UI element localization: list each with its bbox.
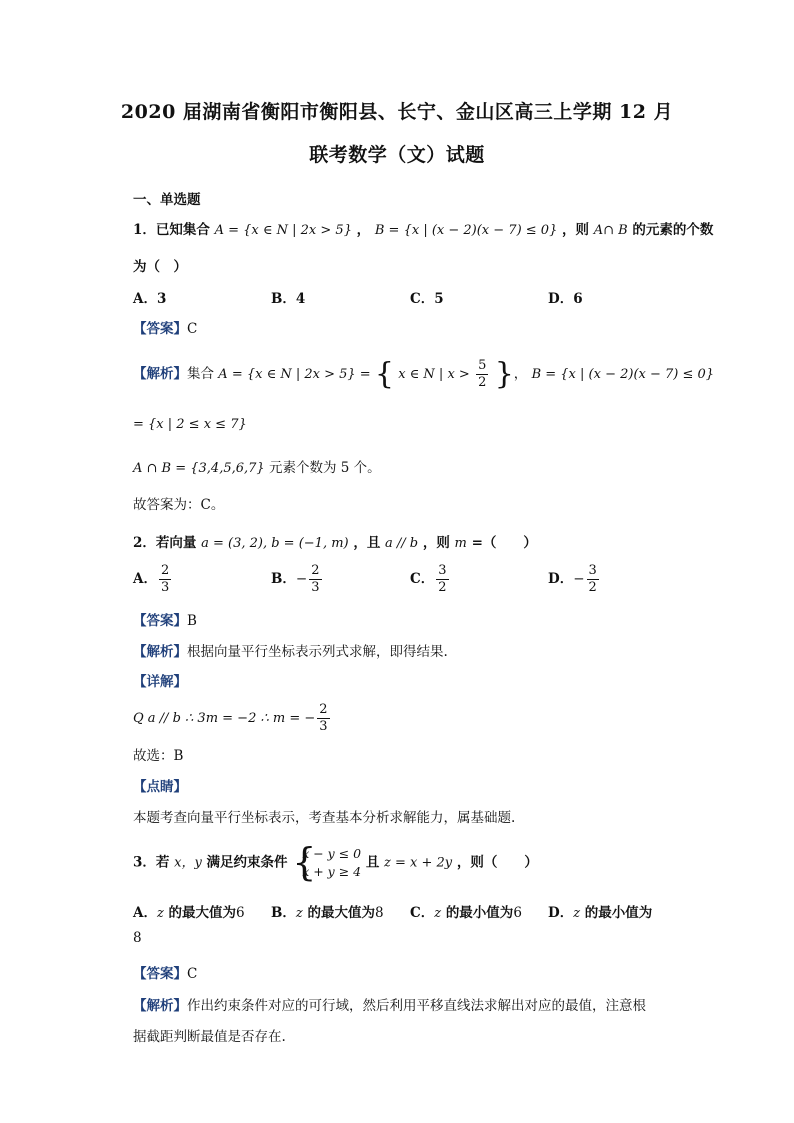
q3-option-a-letter: A． — [133, 905, 157, 921]
q2-option-a-num: 2 — [160, 563, 170, 578]
q2-option-a — [133, 563, 173, 596]
q3-option-a — [133, 901, 245, 921]
q2-option-d-sign: − — [573, 571, 585, 587]
q1-option-c: C．5 — [410, 291, 444, 307]
q2-answer-label: 【答案】 — [133, 613, 187, 629]
q2-detail — [133, 702, 332, 735]
q2-option-c-frac — [436, 563, 448, 596]
q3-option-b-letter: B． — [271, 905, 296, 921]
q3-analysis-text-1: 作出约束条件对应的可行域，然后利用平移直线法求解出对应的最值，注意根 — [187, 998, 646, 1014]
q1-stem-wrap: 为（ ） — [133, 259, 187, 275]
q3-option-a-val: 6 — [236, 905, 245, 921]
q2-stem-lead: 2．若向量 — [133, 535, 197, 551]
q3-option-d-z: z — [573, 906, 581, 921]
q1-conclusion: 故答案为：C。 — [133, 497, 225, 513]
q2-var: m — [454, 536, 467, 551]
q2-comment: 本题考查向量平行坐标表示，考查基本分析求解能力，属基础题. — [133, 810, 516, 826]
q1-right-brace: } — [494, 356, 514, 392]
q2-option-c — [410, 563, 451, 596]
q3-option-a-z: z — [156, 906, 164, 921]
q2-analysis-text: 根据向量平行坐标表示列式求解，即得结果. — [187, 644, 448, 660]
q1-analysis-line-2: = {x | 2 ≤ x ≤ 7} — [133, 417, 247, 432]
q2-option-a-den: 3 — [160, 580, 170, 595]
exam-title-line-2: 联考数学（文）试题 — [309, 144, 485, 166]
q3-analysis-line-2: 据截距判断最值是否存在. — [133, 1029, 286, 1045]
q2-option-b-den: 3 — [311, 580, 320, 595]
q3-analysis — [133, 994, 646, 1014]
q1-analysis: 【解析】集合 A = {x ∈ N | 2x > 5} = { x ∈ N | x > $\frac{5}{2}$ }， B = {x | (x − 2)(x − 7) ≤ 0} — [133, 356, 715, 392]
q2-choice: 故选：B — [133, 748, 184, 764]
q3-answer — [133, 962, 197, 982]
q3-option-b-text: 的最大值为 — [307, 905, 375, 921]
q2-comment-label: 【点睛】 — [133, 779, 187, 795]
q1-answer-value: C — [187, 321, 198, 337]
section-heading: 一、单选题 — [133, 192, 201, 208]
q1-fraction — [476, 358, 488, 391]
q2-analysis-label: 【解析】 — [133, 644, 187, 660]
q2-stem-mid: ，且 — [353, 535, 381, 551]
q2-answer — [133, 609, 197, 629]
q3-stem-and: 且 — [365, 854, 380, 871]
q2-option-b-num: 2 — [311, 563, 320, 578]
q1-stem-tail: 的元素的个数 — [632, 222, 714, 238]
q1-stem-mid: ，则 — [562, 222, 590, 238]
q1-answer — [133, 317, 197, 337]
q1-option-b: B．4 — [271, 291, 306, 307]
q1-stem — [133, 218, 713, 238]
q3-option-d — [548, 901, 652, 921]
exam-title-line-1: 2020 届湖南省衡阳市衡阳县、长宁、金山区高三上学期 12 月 — [120, 101, 674, 123]
q3-constraint-brace: { — [292, 840, 317, 884]
q3-constraint-2: x + y ≥ 4 — [302, 864, 362, 879]
q2-answer-value: B — [187, 613, 197, 629]
q2-option-b-frac — [309, 563, 321, 596]
q2-option-c-num: 3 — [438, 563, 447, 578]
q2-option-d-frac — [587, 563, 599, 596]
q2-option-a-frac — [159, 563, 171, 596]
q3-analysis-label: 【解析】 — [133, 998, 187, 1014]
q2-option-b-sign: − — [295, 571, 308, 587]
q3-stem-lead: 3．若 — [133, 854, 170, 871]
q3-option-d-text: 的最小值为 — [584, 905, 653, 921]
q3-option-b — [271, 901, 384, 921]
q2-option-d-den: 2 — [588, 580, 597, 595]
q1-left-brace: { — [374, 356, 394, 392]
q3-vars: x，y — [174, 855, 202, 871]
q2-option-d-num: 3 — [588, 563, 597, 578]
q1-analysis-line-3 — [133, 456, 381, 476]
q2-option-d — [548, 563, 601, 596]
q3-option-b-z: z — [295, 906, 303, 921]
q1-analysis-set-word: 集合 — [187, 366, 214, 382]
q1-set-b: B = {x | (x − 2)(x − 7) ≤ 0} — [374, 223, 558, 238]
q3-constraints — [292, 840, 362, 884]
q3-answer-label: 【答案】 — [133, 966, 187, 982]
q2-detail-den: 3 — [319, 719, 328, 734]
q1-fraction-den: 2 — [478, 375, 487, 390]
q2-analysis — [133, 640, 448, 660]
q2-option-a-letter: A． — [133, 571, 157, 587]
q2-vectors: a = (3, 2), b = (−1, m) — [201, 536, 349, 551]
q3-answer-value: C — [187, 966, 198, 982]
q1-analysis-set-a2: x ∈ N | x > — [398, 367, 470, 382]
q1-stem-lead: 1．已知集合 — [133, 222, 210, 238]
q1-intersection: A ∩ B = {3,4,5,6,7} — [133, 461, 265, 476]
q2-option-b — [271, 563, 324, 596]
q3-option-d-letter: D． — [548, 905, 574, 921]
q1-answer-label: 【答案】 — [133, 321, 187, 337]
q2-detail-label: 【详解】 — [133, 674, 187, 690]
q1-operation: A∩ B — [593, 223, 628, 238]
q2-detail-frac — [317, 702, 329, 735]
q1-analysis-set-a: A = {x ∈ N | 2x > 5} = — [218, 367, 375, 382]
q2-detail-num: 2 — [319, 702, 328, 717]
q3-stem — [133, 840, 538, 884]
q1-analysis-label: 【解析】 — [133, 366, 187, 382]
q3-option-c — [410, 901, 522, 921]
q3-objective: z = x + 2y — [384, 855, 453, 871]
q3-stem-cond: 满足约束条件 — [206, 854, 288, 871]
q2-stem — [133, 531, 537, 551]
q3-option-a-text: 的最大值为 — [168, 905, 237, 921]
q1-set-a: A = {x ∈ N | 2x > 5} — [214, 223, 352, 238]
q2-stem-tail: =（ ） — [471, 535, 537, 551]
q3-option-c-z: z — [434, 906, 442, 921]
q1-fraction-num: 5 — [478, 358, 487, 373]
q2-option-c-den: 2 — [438, 580, 447, 595]
q3-option-c-text: 的最小值为 — [445, 905, 514, 921]
q3-option-c-letter: C． — [410, 905, 435, 921]
q1-count-text: 元素个数为 5 个。 — [268, 460, 381, 476]
q2-detail-math: Q a // b ∴ 3m = −2 ∴ m = − — [133, 711, 316, 726]
q1-analysis-set-b: B = {x | (x − 2)(x − 7) ≤ 0} — [531, 367, 715, 382]
q3-option-d-wrap: 8 — [133, 930, 142, 946]
q2-stem-then: ，则 — [422, 535, 450, 551]
q1-option-d: D．6 — [548, 291, 583, 307]
q1-comma: ， — [356, 222, 371, 238]
q3-constraint-1: x − y ≤ 0 — [302, 846, 362, 861]
q2-option-b-letter: B． — [271, 571, 296, 587]
q3-option-c-val: 6 — [513, 905, 522, 921]
q3-option-b-val: 8 — [374, 905, 384, 921]
q2-option-c-letter: C． — [410, 571, 435, 587]
q2-option-d-letter: D． — [548, 571, 574, 587]
q2-parallel: a // b — [385, 536, 419, 551]
q3-stem-tail: ，则（ ） — [456, 854, 538, 871]
q1-option-a: A．3 — [133, 291, 167, 307]
